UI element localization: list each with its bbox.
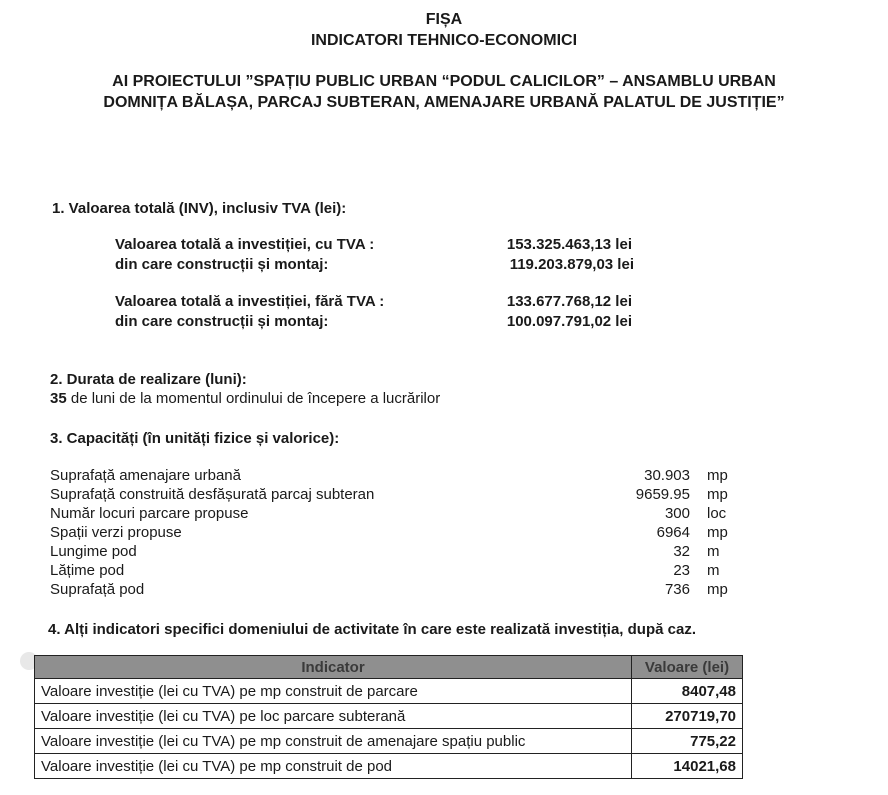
- value-cell: 8407,48: [632, 679, 743, 704]
- value-amount: 119.203.879,03 lei: [509, 256, 634, 273]
- project-title-line2: DOMNIȚA BĂLAȘA, PARCAJ SUBTERAN, AMENAJARE URBANĂ PALATUL DE JUSTIȚIE”: [103, 94, 785, 111]
- capacity-row: [50, 562, 730, 582]
- capacity-value: 32: [673, 543, 690, 560]
- value-cell: 775,22: [632, 729, 743, 754]
- value-amount: 153.325.463,13 lei: [506, 236, 632, 253]
- duration-text: [50, 390, 440, 407]
- value-label: Valoarea totală a investiției, cu TVA :: [115, 236, 375, 253]
- section3-heading: 3. Capacități (în unități fizice și valorice):: [50, 430, 340, 447]
- doc-subtitle: INDICATORI TEHNICO-ECONOMICI: [310, 32, 578, 49]
- indicator-cell: Valoare investiție (lei cu TVA) pe loc parcare subterană: [35, 704, 632, 729]
- capacity-value: 30.903: [644, 467, 690, 484]
- capacity-unit: m: [707, 562, 720, 579]
- capacity-row: [50, 524, 730, 544]
- table-row: [35, 754, 743, 779]
- doc-title: FIȘA: [425, 11, 463, 28]
- capacity-label: Suprafață pod: [50, 581, 145, 598]
- table-header-row: [35, 656, 743, 679]
- capacity-label: Număr locuri parcare propuse: [50, 505, 249, 522]
- capacity-unit: m: [707, 543, 720, 560]
- value-amount: 100.097.791,02 lei: [506, 313, 632, 330]
- capacity-unit: mp: [707, 467, 728, 484]
- section2-heading: 2. Durata de realizare (luni):: [50, 371, 247, 388]
- value-label: din care construcții și montaj:: [115, 313, 329, 330]
- capacity-value: 23: [673, 562, 690, 579]
- indicator-cell: Valoare investiție (lei cu TVA) pe mp construit de amenajare spațiu public: [35, 729, 632, 754]
- capacity-unit: mp: [707, 486, 728, 503]
- capacity-value: 6964: [656, 524, 690, 541]
- capacity-label: Suprafață amenajare urbană: [50, 467, 241, 484]
- table-row: [35, 704, 743, 729]
- duration-months: 35: [50, 390, 67, 407]
- capacity-row: [50, 543, 730, 563]
- capacity-row: [50, 505, 730, 525]
- value-label: din care construcții și montaj:: [115, 256, 329, 273]
- value-cell: 270719,70: [632, 704, 743, 729]
- capacity-label: Spații verzi propuse: [50, 524, 182, 541]
- project-title-line1: AI PROIECTULUI ”SPAȚIU PUBLIC URBAN “PODUL CALICILOR” – ANSAMBLU URBAN: [112, 73, 776, 90]
- capacity-row: [50, 486, 730, 506]
- column-header-indicator: Indicator: [35, 656, 632, 679]
- capacity-unit: mp: [707, 581, 728, 598]
- section1-heading: 1. Valoarea totală (INV), inclusiv TVA (lei):: [52, 200, 347, 217]
- capacity-label: Lungime pod: [50, 543, 137, 560]
- capacity-value: 736: [664, 581, 690, 598]
- capacity-label: Lățime pod: [50, 562, 125, 579]
- table-row: [35, 729, 743, 754]
- indicator-cell: Valoare investiție (lei cu TVA) pe mp construit de pod: [35, 754, 632, 779]
- value-label: Valoarea totală a investiției, fără TVA :: [115, 293, 385, 310]
- capacity-label: Suprafață construită desfășurată parcaj subteran: [50, 486, 375, 503]
- indicators-table: [34, 655, 743, 779]
- capacity-row: [50, 467, 730, 487]
- capacity-value: 9659.95: [635, 486, 690, 503]
- capacity-unit: mp: [707, 524, 728, 541]
- capacity-row: [50, 581, 730, 601]
- duration-description: de luni de la momentul ordinului de începere a lucrărilor: [66, 390, 441, 407]
- capacity-value: 300: [664, 505, 690, 522]
- table-row: [35, 679, 743, 704]
- column-header-value: Valoare (lei): [632, 656, 743, 679]
- value-cell: 14021,68: [632, 754, 743, 779]
- value-amount: 133.677.768,12 lei: [506, 293, 632, 310]
- section4-heading: 4. Alți indicatori specifici domeniului de activitate în care este realizată investiția, după caz.: [48, 621, 696, 638]
- capacity-unit: loc: [707, 505, 727, 522]
- indicator-cell: Valoare investiție (lei cu TVA) pe mp construit de parcare: [35, 679, 632, 704]
